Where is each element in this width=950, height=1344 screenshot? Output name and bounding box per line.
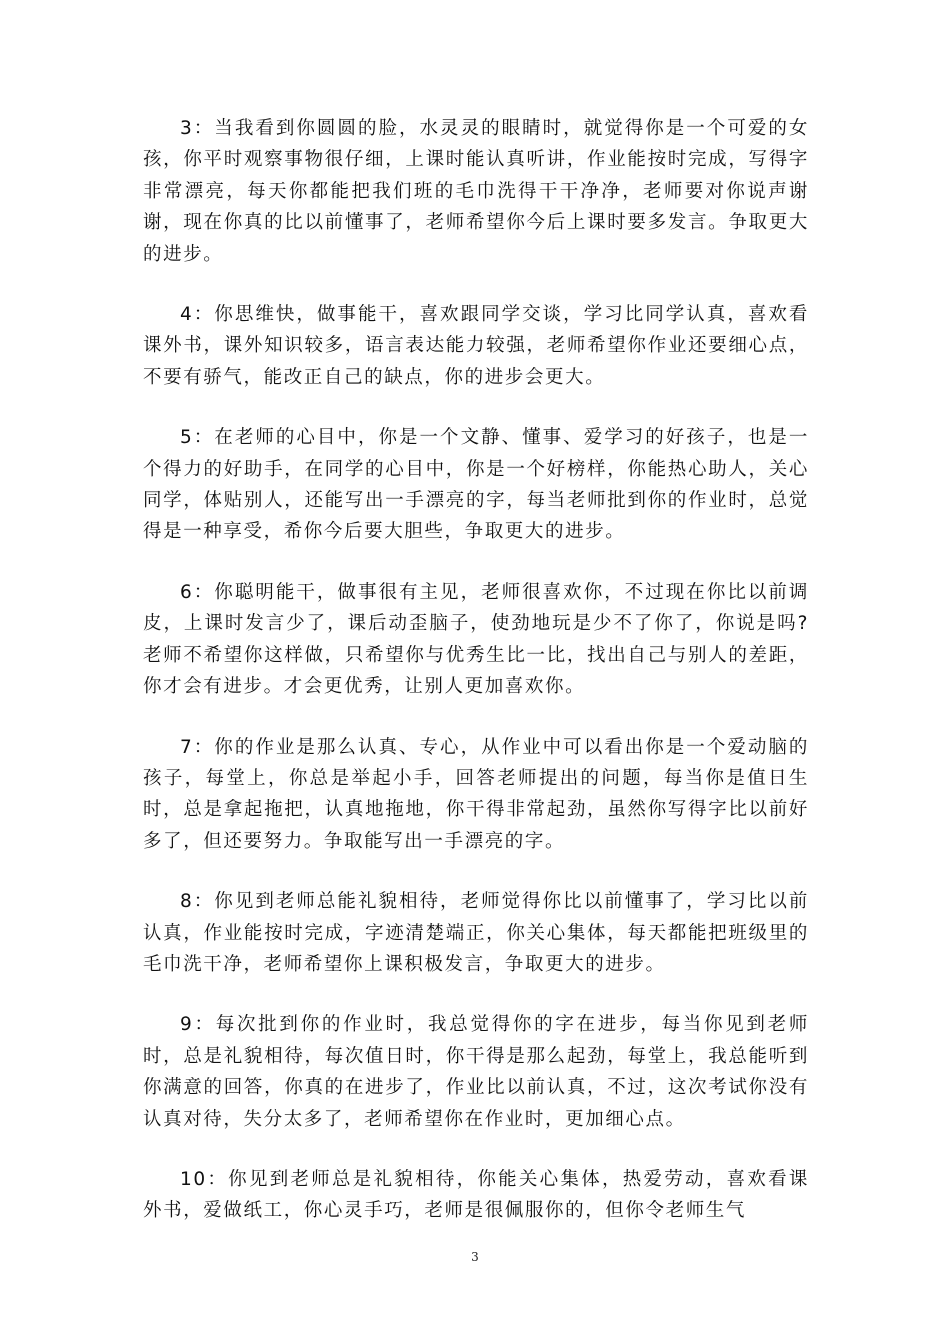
comment-paragraph-9: 9：每次批到你的作业时，我总觉得你的字在进步，每当你见到老师时，总是礼貌相待，每次值日时，你干得是那么起劲，每堂上，我总能听到你满意的回答，你真的在进步了，作业比以前认真，不过，这次考试你没有认真对待，失分太多了，老师希望你在作业时，更加细心点。 <box>143 1014 809 1130</box>
document-body <box>143 113 809 1256</box>
comment-paragraph-4: 4：你思维快，做事能干，喜欢跟同学交谈，学习比同学认真，喜欢看课外书，课外知识较多，语言表达能力较强，老师希望你作业还要细心点，不要有骄气，能改正自己的缺点，你的进步会更大。 <box>143 304 809 388</box>
comment-paragraph-7: 7：你的作业是那么认真、专心，从作业中可以看出你是一个爱动脑的孩子，每堂上，你总是举起小手，回答老师提出的问题，每当你是值日生时，总是拿起拖把，认真地拖地，你干得非常起劲，虽然你写得字比以前好多了，但还要努力。争取能写出一手漂亮的字。 <box>143 736 809 852</box>
comment-paragraph-8: 8：你见到老师总能礼貌相待，老师觉得你比以前懂事了，学习比以前认真，作业能按时完成，字迹清楚端正，你关心集体，每天都能把班级里的毛巾洗干净，老师希望你上课积极发言，争取更大的进步。 <box>143 891 809 975</box>
page-number: 3 <box>471 1250 479 1264</box>
comment-paragraph-6: 6：你聪明能干，做事很有主见，老师很喜欢你，不过现在你比以前调皮，上课时发言少了，课后动歪脑子，使劲地玩是少不了你了，你说是吗?老师不希望你这样做，只希望你与优秀生比一比，找出自己与别人的差距，你才会有进步。才会更优秀，让别人更加喜欢你。 <box>143 581 809 698</box>
comment-paragraph-3: 3：当我看到你圆圆的脸，水灵灵的眼睛时，就觉得你是一个可爱的女孩，你平时观察事物很仔细，上课时能认真听讲，作业能按时完成，写得字非常漂亮，每天你都能把我们班的毛巾洗得干干净净，老师要对你说声谢谢，现在你真的比以前懂事了，老师希望你今后上课时要多发言。争取更大的进步。 <box>143 118 809 265</box>
comment-paragraph-5: 5：在老师的心目中，你是一个文静、懂事、爱学习的好孩子，也是一个得力的好助手，在同学的心目中，你是一个好榜样，你能热心助人，关心同学，体贴别人，还能写出一手漂亮的字，每当老师批到你的作业时，总觉得是一种享受，希你今后要大胆些，争取更大的进步。 <box>143 427 809 543</box>
comment-paragraph-10: 10：你见到老师总是礼貌相待，你能关心集体，热爱劳动，喜欢看课外书，爱做纸工，你心灵手巧，老师是很佩服你的，但你令老师生气 <box>143 1168 809 1222</box>
